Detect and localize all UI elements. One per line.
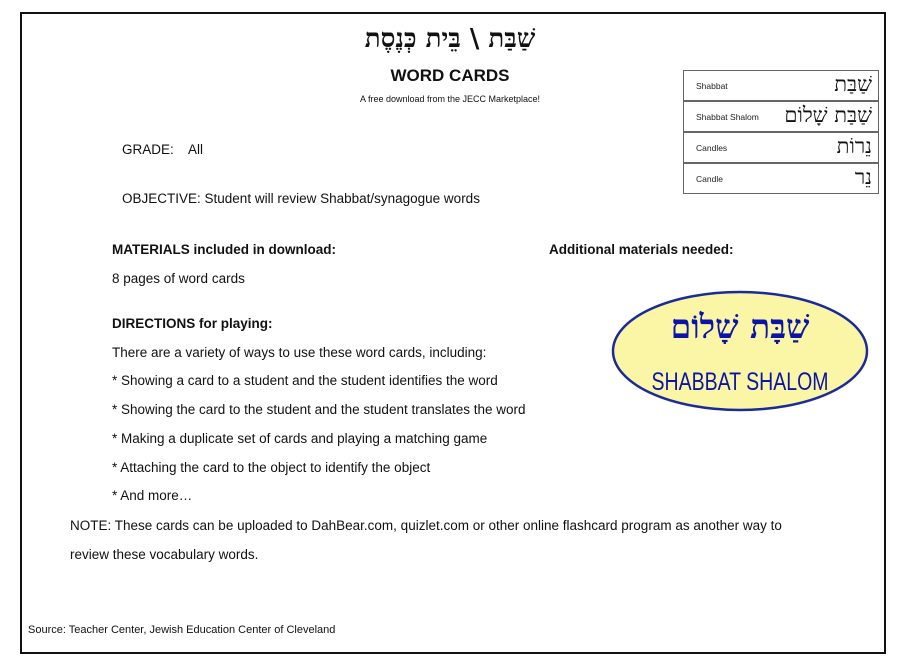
grade-value: All (188, 142, 204, 157)
preview-card-english: Candles (696, 143, 728, 153)
preview-card-row (683, 132, 879, 163)
directions-intro: There are a variety of ways to use these word cards, including: (112, 345, 487, 360)
preview-card-hebrew: נֵרוֹת (836, 134, 872, 158)
additional-materials-label: Additional materials needed: (549, 242, 734, 257)
preview-card-row (683, 163, 879, 194)
badge-english-text: SHABBAT SHALOM (651, 368, 829, 396)
directions-item: * Showing the card to the student and the student translates the word (112, 402, 526, 417)
grade-label: GRADE: (122, 142, 174, 157)
preview-card-english: Shabbat Shalom (696, 112, 759, 122)
preview-card-row (683, 101, 879, 132)
note-line: review these vocabulary words. (70, 547, 259, 562)
objective-value: Student will review Shabbat/synagogue words (204, 191, 480, 206)
page-subtitle: A free download from the JECC Marketplace! (359, 94, 541, 104)
preview-card-english: Candle (696, 174, 723, 184)
preview-card-row (683, 70, 879, 101)
preview-card-hebrew: שַׁבַּת (834, 72, 872, 96)
directions-item: * Showing a card to a student and the student identifies the word (112, 373, 498, 388)
objective-line (122, 191, 480, 206)
directions-label: DIRECTIONS for playing: (112, 316, 273, 331)
badge-hebrew-text: שַׁבָּת שָׁלוֹם (670, 307, 810, 346)
word-cards-preview (681, 62, 881, 204)
preview-card-hebrew: שַׁבַּת שָׁלוֹם (784, 103, 872, 127)
preview-card-english: Shabbat (696, 81, 728, 91)
hebrew-title: שַׁבַּת \ בֵּית כְּנֶסֶת (364, 24, 536, 54)
materials-value: 8 pages of word cards (112, 271, 245, 286)
note-line: NOTE: These cards can be uploaded to DahBear.com, quizlet.com or other online flashcard program as another way to (70, 518, 782, 533)
directions-item: * Making a duplicate set of cards and playing a matching game (112, 431, 488, 446)
source-credit: Source: Teacher Center, Jewish Education Center of Cleveland (28, 624, 336, 636)
preview-header (683, 62, 879, 70)
objective-label: OBJECTIVE: (122, 191, 201, 206)
grade-line (122, 142, 203, 157)
preview-card-hebrew: נֵר (854, 165, 872, 189)
page-title: WORD CARDS (390, 66, 510, 85)
directions-item: * And more… (112, 488, 193, 503)
materials-label: MATERIALS included in download: (112, 242, 336, 257)
directions-item: * Attaching the card to the object to identify the object (112, 460, 431, 475)
